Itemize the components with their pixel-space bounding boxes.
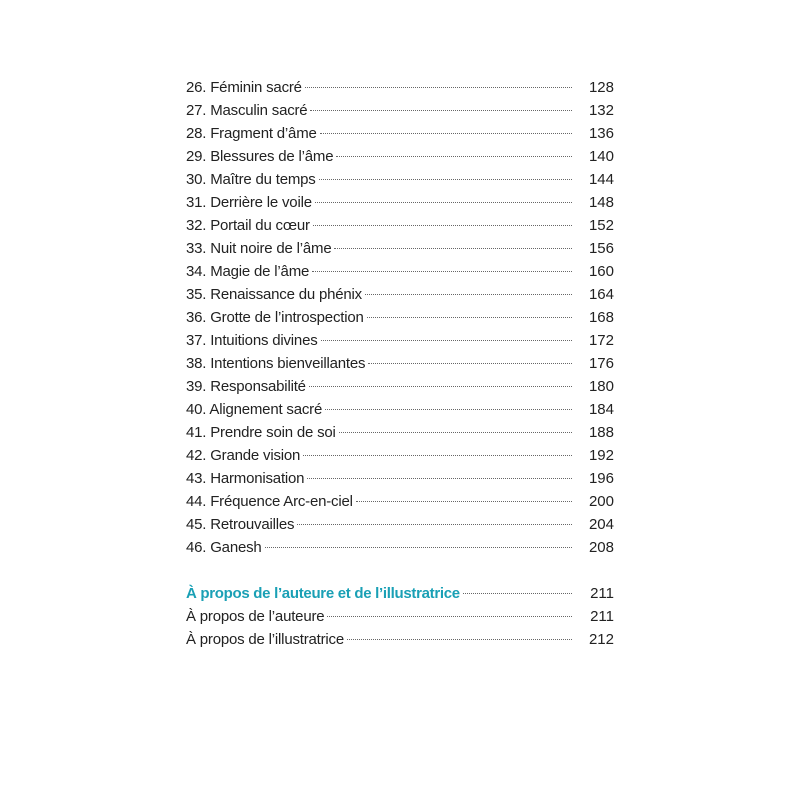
toc-entry-page: 172	[588, 332, 614, 349]
toc-entry-label: 39. Responsabilité	[186, 378, 306, 395]
toc-entry-label: 30. Maître du temps	[186, 171, 316, 188]
toc-entry-page: 156	[588, 240, 614, 257]
toc-sub-entries	[186, 605, 614, 651]
toc-entry-page: 152	[588, 217, 614, 234]
toc-entry-page: 208	[588, 539, 614, 556]
dot-leader	[297, 524, 572, 525]
toc-entries	[186, 76, 614, 559]
toc-entry-label: 34. Magie de l’âme	[186, 263, 310, 280]
toc-entry[interactable]	[186, 352, 614, 375]
toc-entry-page: 196	[588, 470, 614, 487]
dot-leader	[463, 593, 572, 594]
toc-section-page: 211	[590, 585, 614, 602]
toc-entry-label: 44. Fréquence Arc-en-ciel	[186, 493, 353, 510]
toc-entry[interactable]	[186, 122, 614, 145]
dot-leader	[315, 202, 572, 203]
toc-entry-page: 128	[588, 79, 614, 96]
dot-leader	[334, 248, 572, 249]
toc-entry-label: 29. Blessures de l’âme	[186, 148, 334, 165]
dot-leader	[313, 225, 572, 226]
toc-entry[interactable]	[186, 490, 614, 513]
dot-leader	[356, 501, 572, 502]
table-of-contents	[186, 76, 614, 651]
toc-entry[interactable]	[186, 76, 614, 99]
toc-entry-page: 188	[588, 424, 614, 441]
toc-entry-page: 180	[588, 378, 614, 395]
dot-leader	[303, 455, 572, 456]
toc-entry-page: 144	[588, 171, 614, 188]
toc-sub-entry-page: 212	[588, 631, 614, 648]
toc-entry[interactable]	[186, 375, 614, 398]
toc-entry-page: 200	[588, 493, 614, 510]
toc-entry-label: 42. Grande vision	[186, 447, 301, 464]
toc-entry-page: 148	[588, 194, 614, 211]
toc-entry-label: 40. Alignement sacré	[186, 401, 323, 418]
dot-leader	[310, 110, 572, 111]
dot-leader	[327, 616, 572, 617]
toc-entry-label: 28. Fragment d’âme	[186, 125, 317, 142]
toc-entry-label: 41. Prendre soin de soi	[186, 424, 336, 441]
toc-entry-page: 168	[588, 309, 614, 326]
toc-entry-label: 43. Harmonisation	[186, 470, 305, 487]
toc-section-label: À propos de l’auteure et de l’illustratrice	[186, 585, 460, 602]
dot-leader	[320, 133, 572, 134]
toc-entry[interactable]	[186, 513, 614, 536]
toc-entry-label: 31. Derrière le voile	[186, 194, 312, 211]
toc-entry[interactable]	[186, 283, 614, 306]
dot-leader	[368, 363, 572, 364]
toc-entry[interactable]	[186, 306, 614, 329]
dot-leader	[265, 547, 572, 548]
toc-section-heading[interactable]	[186, 582, 614, 605]
toc-entry-label: 26. Féminin sacré	[186, 79, 302, 96]
dot-leader	[309, 386, 572, 387]
toc-entry-page: 160	[588, 263, 614, 280]
dot-leader	[305, 87, 572, 88]
toc-entry-label: 27. Masculin sacré	[186, 102, 308, 119]
toc-entry-label: 33. Nuit noire de l’âme	[186, 240, 332, 257]
dot-leader	[347, 639, 572, 640]
dot-leader	[319, 179, 572, 180]
dot-leader	[339, 432, 572, 433]
toc-entry-label: 36. Grotte de l’introspection	[186, 309, 364, 326]
toc-entry-label: 37. Intuitions divines	[186, 332, 318, 349]
toc-sub-entry[interactable]	[186, 605, 614, 628]
dot-leader	[321, 340, 572, 341]
toc-sub-entry-label: À propos de l’auteure	[186, 608, 325, 625]
toc-entry[interactable]	[186, 444, 614, 467]
dot-leader	[312, 271, 572, 272]
dot-leader	[325, 409, 572, 410]
dot-leader	[336, 156, 572, 157]
toc-entry[interactable]	[186, 145, 614, 168]
dot-leader	[367, 317, 572, 318]
toc-entry[interactable]	[186, 421, 614, 444]
toc-entry[interactable]	[186, 237, 614, 260]
toc-entry[interactable]	[186, 214, 614, 237]
toc-entry[interactable]	[186, 168, 614, 191]
toc-sub-entry-page: 211	[590, 608, 614, 625]
toc-entry-page: 184	[588, 401, 614, 418]
toc-entry[interactable]	[186, 536, 614, 559]
section-gap	[186, 559, 614, 582]
toc-entry-page: 164	[588, 286, 614, 303]
toc-entry[interactable]	[186, 329, 614, 352]
toc-entry-page: 204	[588, 516, 614, 533]
toc-entry[interactable]	[186, 398, 614, 421]
toc-entry[interactable]	[186, 260, 614, 283]
toc-entry-page: 192	[588, 447, 614, 464]
dot-leader	[307, 478, 572, 479]
toc-entry-page: 176	[588, 355, 614, 372]
dot-leader	[365, 294, 572, 295]
toc-entry[interactable]	[186, 99, 614, 122]
toc-entry-page: 140	[588, 148, 614, 165]
toc-entry-label: 38. Intentions bienveillantes	[186, 355, 366, 372]
toc-entry-label: 46. Ganesh	[186, 539, 262, 556]
toc-entry-label: 32. Portail du cœur	[186, 217, 310, 234]
toc-entry-page: 136	[588, 125, 614, 142]
toc-sub-entry[interactable]	[186, 628, 614, 651]
toc-sub-entry-label: À propos de l’illustratrice	[186, 631, 345, 648]
toc-entry[interactable]	[186, 467, 614, 490]
toc-entry-label: 35. Renaissance du phénix	[186, 286, 362, 303]
toc-entry[interactable]	[186, 191, 614, 214]
toc-entry-label: 45. Retrouvailles	[186, 516, 295, 533]
toc-entry-page: 132	[588, 102, 614, 119]
